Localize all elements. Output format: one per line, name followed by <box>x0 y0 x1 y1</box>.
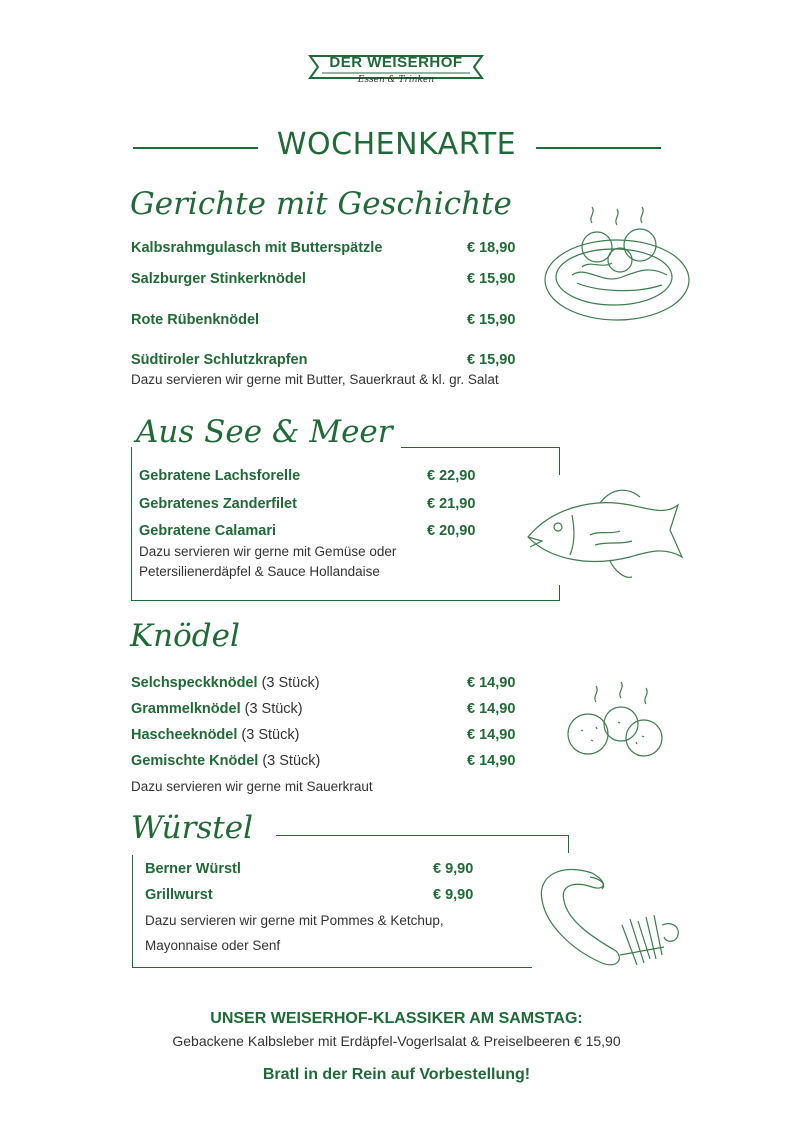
section-heading-knoedel: Knödel <box>130 618 240 654</box>
item-qty: (3 Stück) <box>262 753 321 769</box>
item-qty: (3 Stück) <box>244 701 303 717</box>
frame-right-rule <box>568 835 569 853</box>
menu-item-name: Südtiroler Schlutzkrapfen <box>131 352 308 368</box>
section-heading-wuerstel: Würstel <box>131 810 254 846</box>
menu-item-name: Gebratenes Zanderfilet <box>139 496 297 512</box>
item-name: Selchspeckknödel <box>131 675 258 691</box>
section-note: Dazu servieren wir gerne mit Butter, Sauerkraut & kl. gr. Salat <box>131 372 499 387</box>
menu-item-price: € 15,90 <box>467 352 516 368</box>
section-note: Petersilienerdäpfel & Sauce Hollandaise <box>139 564 380 579</box>
menu-item-price: € 14,90 <box>467 727 516 743</box>
menu-item-price: € 21,90 <box>427 496 476 512</box>
menu-item-name: Gebratene Lachsforelle <box>139 468 301 484</box>
menu-item-name: Kalbsrahmgulasch mit Butterspätzle <box>131 240 383 256</box>
menu-item-name <box>131 727 299 743</box>
menu-item-price: € 20,90 <box>427 523 476 539</box>
menu-item-name: Gebratene Calamari <box>139 523 277 539</box>
footer-special: Bratl in der Rein auf Vorbestellung! <box>262 1066 531 1083</box>
footer-text: Gebackene Kalbsleber mit Erdäpfel-Vogerlsalat & Preiselbeeren € 15,90 <box>172 1033 621 1049</box>
item-name: Grammelknödel <box>131 701 241 717</box>
page-title: WOCHENKARTE <box>276 127 517 162</box>
menu-item-price: € 15,90 <box>467 271 516 287</box>
dumplings-illustration <box>566 682 666 762</box>
menu-item-price: € 22,90 <box>427 468 476 484</box>
plate-dish-illustration <box>542 205 702 335</box>
menu-item-price: € 18,90 <box>467 240 516 256</box>
logo-tagline: Essen & Trinken <box>357 75 435 85</box>
section-note: Dazu servieren wir gerne mit Pommes & Ketchup, <box>145 913 444 928</box>
item-name: Hascheeknödel <box>131 727 238 743</box>
logo-name: DER WEISERHOF <box>329 54 463 71</box>
fish-illustration <box>520 475 690 585</box>
title-rule-right <box>536 147 661 149</box>
menu-item-name <box>131 675 320 691</box>
section-heading-meer: Aus See & Meer <box>136 414 401 450</box>
menu-item-name: Salzburger Stinkerknödel <box>131 271 306 287</box>
footer-heading: UNSER WEISERHOF-KLASSIKER AM SAMSTAG: <box>210 1010 583 1027</box>
sausage-fries-illustration <box>532 855 692 975</box>
menu-item-price: € 15,90 <box>467 312 516 328</box>
menu-item-price: € 9,90 <box>433 861 474 877</box>
section-note: Dazu servieren wir gerne mit Sauerkraut <box>131 779 373 794</box>
item-qty: (3 Stück) <box>241 727 300 743</box>
menu-item-name <box>131 701 303 717</box>
menu-item-price: € 14,90 <box>467 675 516 691</box>
section-note: Mayonnaise oder Senf <box>145 938 281 953</box>
item-qty: (3 Stück) <box>261 675 320 691</box>
frame-top-rule <box>276 835 569 836</box>
section-note: Dazu servieren wir gerne mit Gemüse oder <box>139 544 397 559</box>
frame-right-rule <box>559 447 560 475</box>
section-heading-gerichte: Gerichte mit Geschichte <box>130 186 512 222</box>
menu-item-name: Berner Würstl <box>145 861 241 877</box>
menu-item-name: Grillwurst <box>145 887 213 903</box>
menu-item-price: € 14,90 <box>467 753 516 769</box>
item-name: Gemischte Knödel <box>131 753 259 769</box>
menu-item-price: € 9,90 <box>433 887 474 903</box>
menu-item-name <box>131 753 320 769</box>
menu-item-price: € 14,90 <box>467 701 516 717</box>
menu-item-name: Rote Rübenknödel <box>131 312 260 328</box>
